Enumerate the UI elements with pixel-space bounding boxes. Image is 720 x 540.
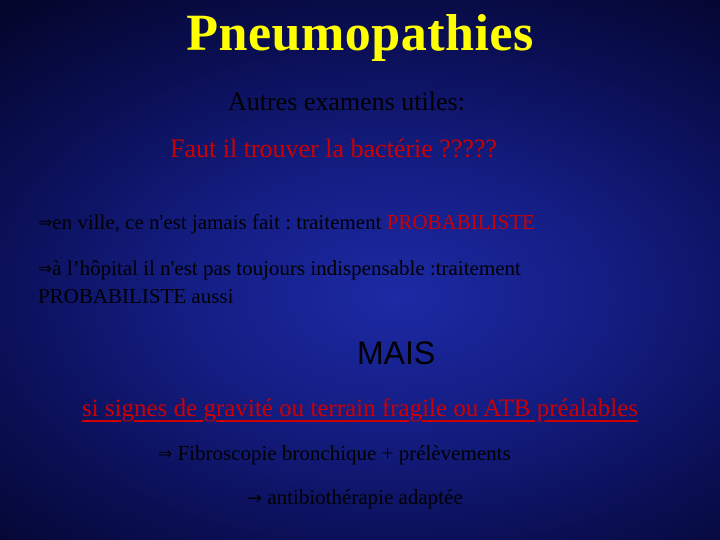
exam-text: Fibroscopie bronchique + prélèvements <box>172 441 511 465</box>
condition-line: si signes de gravité ou terrain fragile ou ATB préalables <box>81 395 639 422</box>
slide-title: Pneumopathies <box>186 5 534 62</box>
bullet-continuation: PROBABILISTE aussi <box>38 284 234 308</box>
bullet-text: en ville, ce n'est jamais fait : traitement <box>52 210 387 234</box>
bullet-text: à l’hôpital il n'est pas toujours indispensable :traitement <box>52 256 521 280</box>
bullet-highlight: PROBABILISTE <box>386 210 535 234</box>
mais-heading: MAIS <box>357 335 436 371</box>
double-right-arrow-icon: ⇒ <box>38 213 53 233</box>
bullet-hopital <box>38 254 521 284</box>
therapy-text: antibiothérapie adaptée <box>262 485 463 509</box>
double-right-arrow-icon: ⇒ <box>38 259 53 279</box>
slide-subtitle: Autres examens utiles: <box>228 87 465 116</box>
therapy-line <box>247 483 463 513</box>
key-question: Faut il trouver la bactérie ????? <box>170 134 497 163</box>
exam-line <box>158 439 511 469</box>
double-right-arrow-icon: ⇒ <box>158 444 173 464</box>
right-arrow-icon: → <box>247 488 263 509</box>
bullet-en-ville <box>38 208 535 238</box>
